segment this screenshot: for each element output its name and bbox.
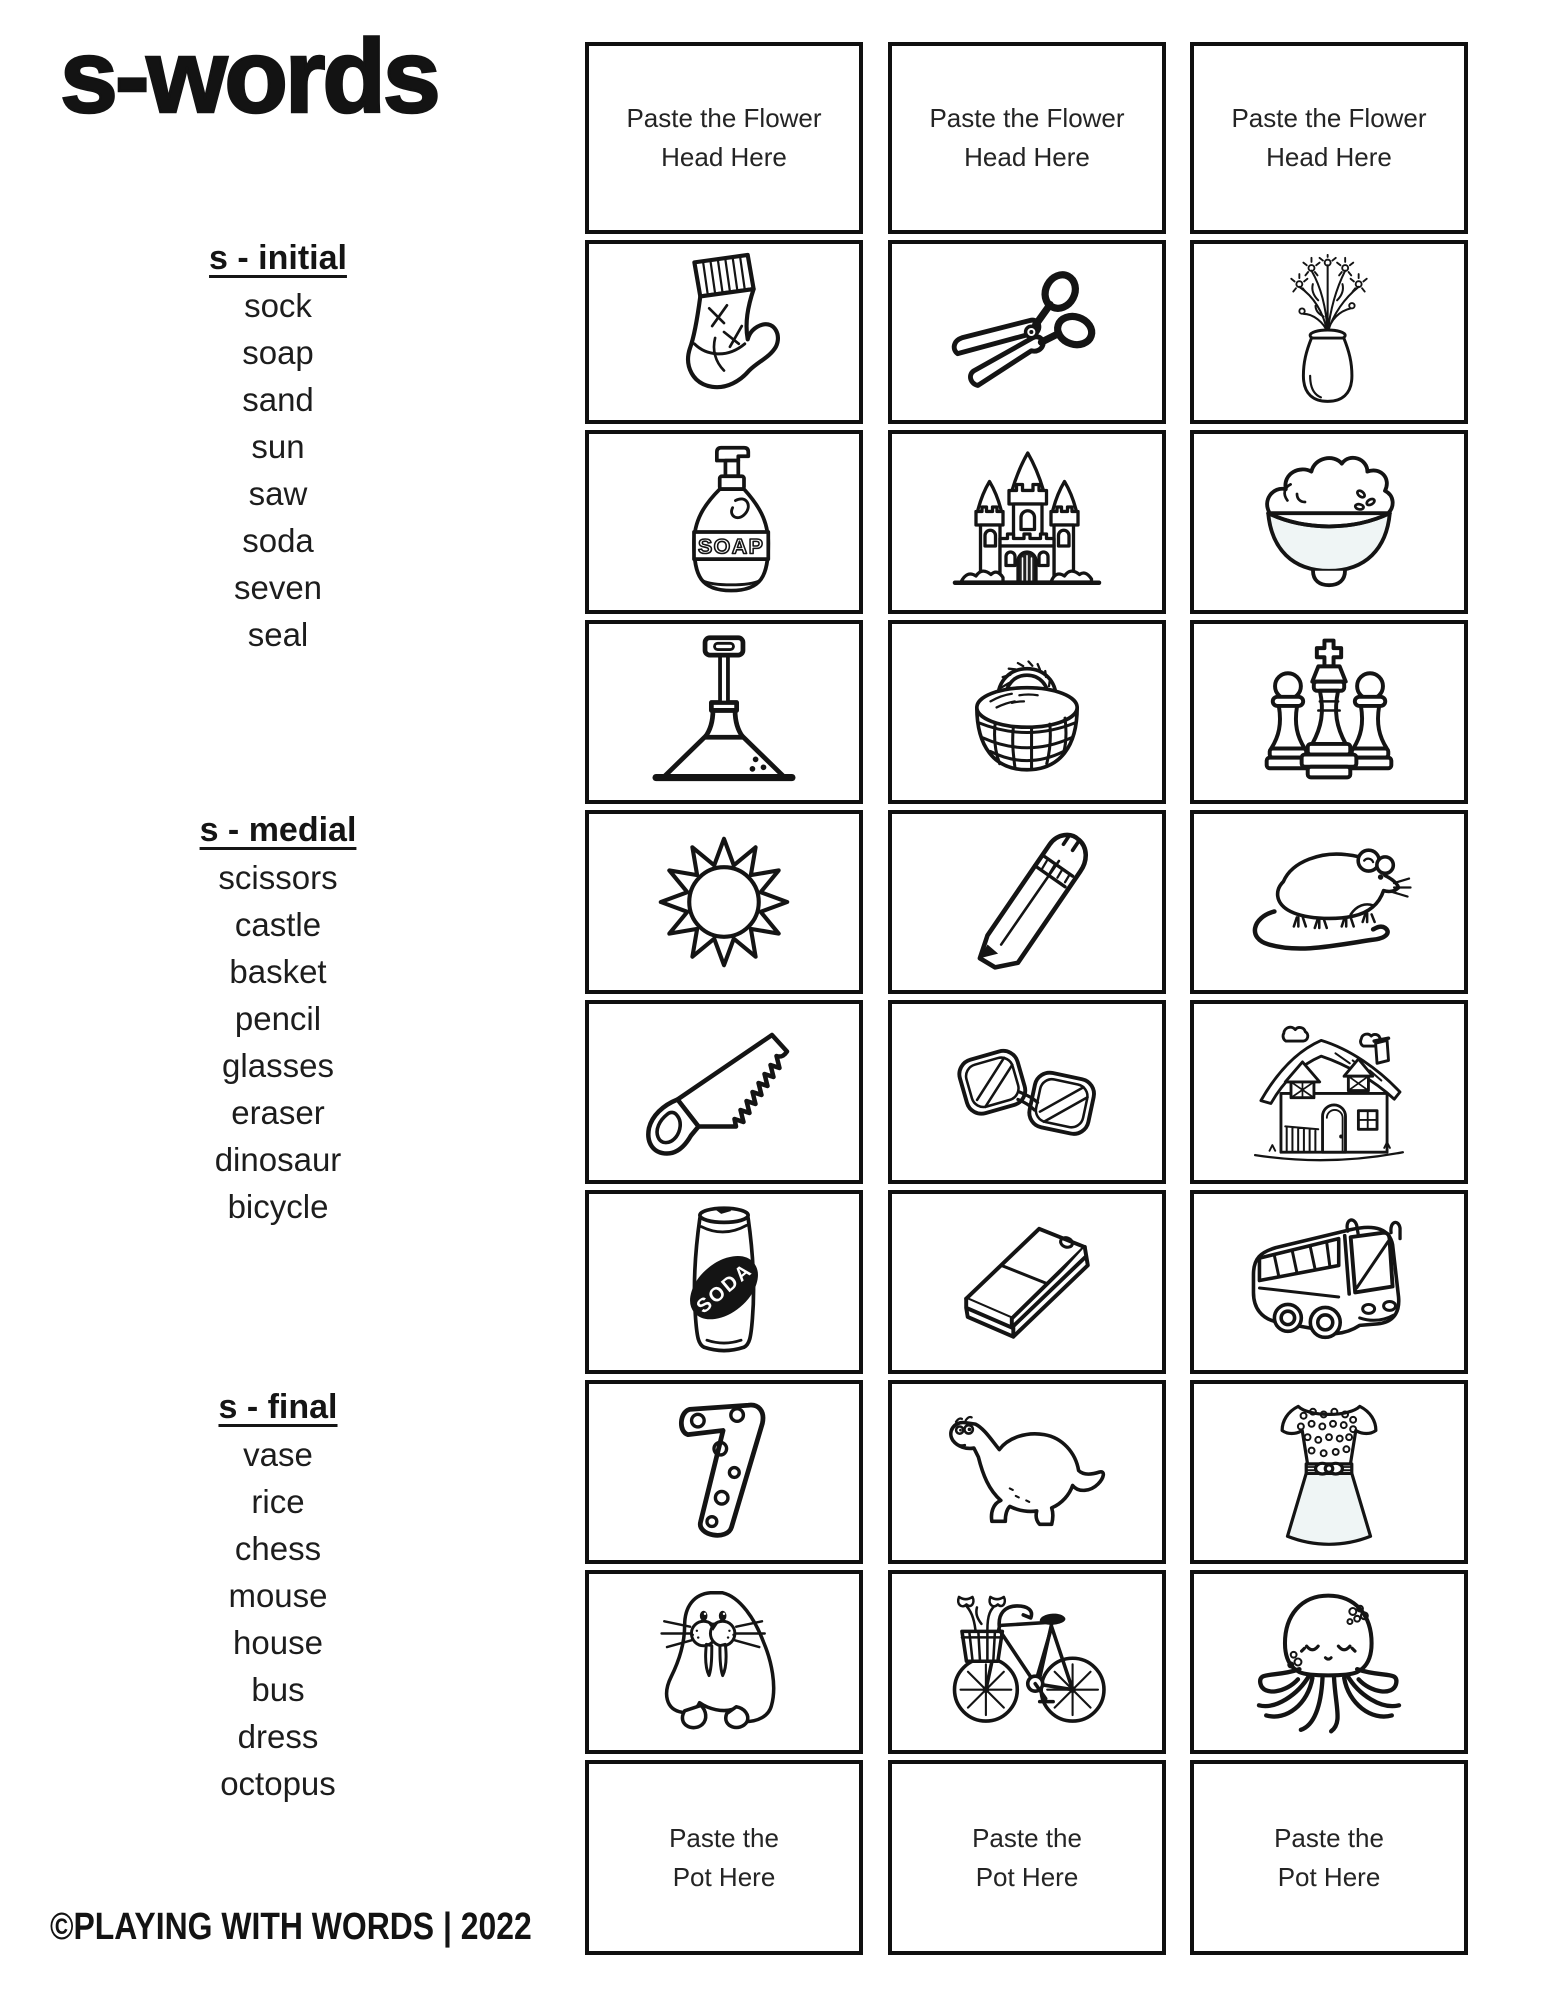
chess-pieces-image <box>1253 636 1405 788</box>
word-item: octopus <box>220 1765 336 1802</box>
paste-pot-text: Paste the <box>1274 1822 1384 1853</box>
bicycle-image <box>941 1591 1113 1733</box>
eraser-image <box>951 1212 1103 1352</box>
word-item: soap <box>242 334 314 371</box>
word-item: bicycle <box>227 1188 329 1225</box>
vase-image <box>1267 254 1391 410</box>
cell-saw <box>585 1000 863 1184</box>
cell-soap <box>585 430 863 614</box>
word-list-s-final <box>98 1383 458 1807</box>
cell-rice <box>1190 430 1468 614</box>
word-item: vase <box>243 1436 313 1473</box>
paste-pot-text: Paste the <box>669 1822 779 1853</box>
octopus-image <box>1246 1588 1412 1736</box>
word-item: basket <box>229 953 327 990</box>
svg-text:SOAP: SOAP <box>697 534 765 559</box>
word-list-s-medial <box>98 806 458 1230</box>
word-list-heading: s - initial <box>209 239 347 277</box>
mouse-image <box>1243 841 1415 964</box>
word-item: eraser <box>231 1094 325 1131</box>
paste-pot-text: Paste the <box>972 1822 1082 1853</box>
glasses-image <box>943 1038 1111 1146</box>
cell-glasses <box>888 1000 1166 1184</box>
word-item: scissors <box>218 859 338 896</box>
word-list-s-initial <box>98 234 458 658</box>
scissors-image <box>946 267 1108 397</box>
copyright-footer: ©PLAYING WITH WORDS | 2022 <box>50 1906 532 1948</box>
word-item: chess <box>234 1530 322 1567</box>
cell-octopus <box>1190 1570 1468 1754</box>
word-item: glasses <box>222 1047 334 1084</box>
dinosaur-image <box>941 1406 1113 1538</box>
cell-house <box>1190 1000 1468 1184</box>
house-image <box>1246 1016 1412 1168</box>
cell-sun <box>585 810 863 994</box>
paste-pot-cell: Paste the Pot Here <box>1190 1760 1468 1955</box>
cell-eraser <box>888 1190 1166 1374</box>
word-item: rice <box>251 1483 305 1520</box>
paste-pot-cell: Paste the Pot Here <box>888 1760 1166 1955</box>
soda-can-image <box>680 1202 768 1362</box>
word-list-heading: s - medial <box>199 811 357 849</box>
word-item: sun <box>251 428 305 465</box>
strip-column-s-initial <box>585 42 863 1955</box>
cell-castle <box>888 430 1166 614</box>
paste-flower-cell: Paste the Flower Head Here <box>585 42 863 234</box>
paste-flower-cell: Paste the Flower Head Here <box>1190 42 1468 234</box>
paste-flower-text: Paste the Flower <box>626 103 822 133</box>
word-item: dinosaur <box>214 1141 342 1178</box>
cell-dinosaur <box>888 1380 1166 1564</box>
page-title: s-words <box>60 19 438 135</box>
rice-bowl-image <box>1249 446 1409 598</box>
word-item: house <box>233 1624 323 1661</box>
word-item: soda <box>242 522 314 559</box>
paste-flower-text: Paste the Flower <box>929 103 1125 133</box>
cell-sand <box>585 620 863 804</box>
word-item: seal <box>247 616 309 653</box>
word-item: bus <box>251 1671 305 1708</box>
cell-vase <box>1190 240 1468 424</box>
dress-image <box>1267 1397 1391 1547</box>
cell-seven <box>585 1380 863 1564</box>
cell-soda <box>585 1190 863 1374</box>
soap-bottle-image <box>672 442 776 602</box>
word-item: sand <box>242 381 314 418</box>
cell-seal <box>585 1570 863 1754</box>
word-item: pencil <box>234 1000 322 1037</box>
cell-mouse <box>1190 810 1468 994</box>
cell-pencil <box>888 810 1166 994</box>
word-item: castle <box>234 906 322 943</box>
strip-column-s-medial <box>888 42 1166 1955</box>
sand-shovel-image <box>645 633 803 791</box>
castle-image <box>943 447 1111 597</box>
seal-image <box>648 1586 800 1738</box>
cell-basket <box>888 620 1166 804</box>
cell-bicycle <box>888 1570 1166 1754</box>
cell-dress <box>1190 1380 1468 1564</box>
number-seven-image <box>674 1401 775 1544</box>
word-item: mouse <box>228 1577 328 1614</box>
word-item: saw <box>248 475 308 512</box>
cell-scissors <box>888 240 1166 424</box>
pencil-image <box>951 826 1103 978</box>
basket-image <box>951 639 1103 785</box>
svg-text:SODA: SODA <box>692 1258 758 1319</box>
sock-image <box>649 252 799 412</box>
paste-pot-cell: Paste the Pot Here <box>585 1760 863 1955</box>
strip-column-s-final <box>1190 42 1468 1955</box>
word-item: dress <box>237 1718 319 1755</box>
word-item: sock <box>244 287 312 324</box>
bus-image <box>1243 1213 1415 1351</box>
cell-sock <box>585 240 863 424</box>
cell-chess <box>1190 620 1468 804</box>
word-list-heading: s - final <box>218 1388 338 1426</box>
cell-bus <box>1190 1190 1468 1374</box>
sun-image <box>645 823 803 981</box>
word-item: seven <box>233 569 323 606</box>
saw-image <box>640 1026 808 1158</box>
paste-flower-cell: Paste the Flower Head Here <box>888 42 1166 234</box>
paste-flower-text: Paste the Flower <box>1231 103 1427 133</box>
